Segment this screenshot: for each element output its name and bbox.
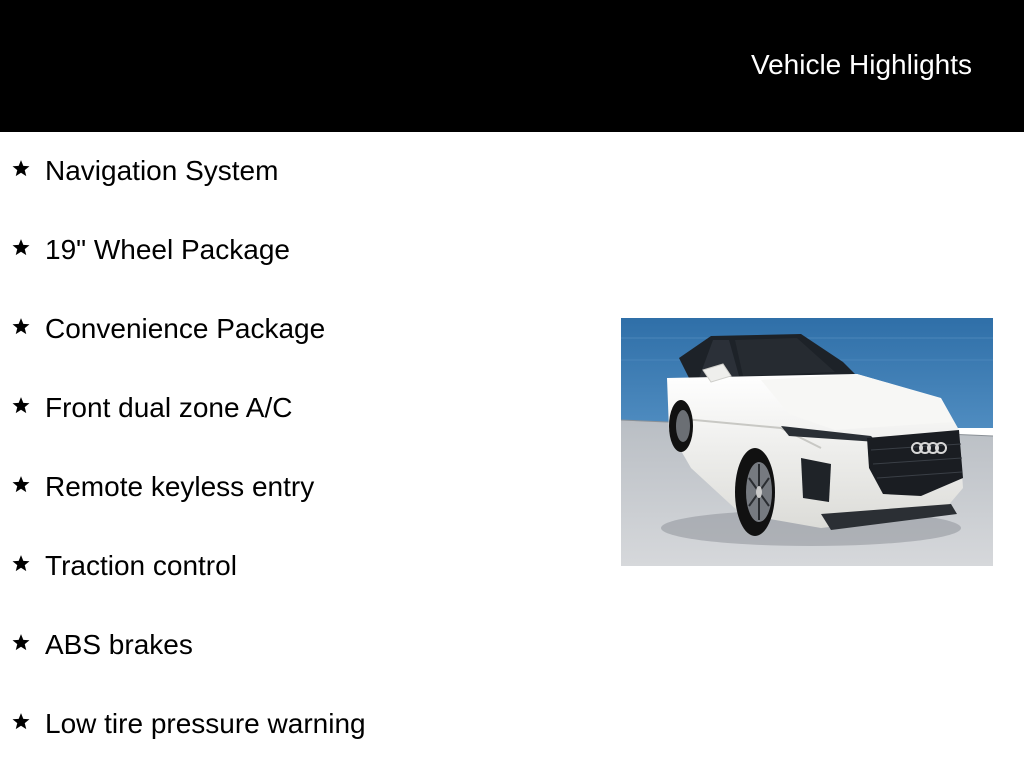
feature-label: Remote keyless entry (45, 471, 315, 502)
star-icon (12, 238, 30, 256)
star-icon (12, 159, 30, 177)
feature-item (0, 448, 600, 527)
feature-item (0, 211, 600, 290)
star-icon (12, 475, 30, 493)
feature-label: ABS brakes (45, 629, 193, 660)
feature-item (0, 290, 600, 369)
vehicle-illustration (621, 318, 993, 566)
feature-label: Convenience Package (45, 313, 326, 344)
vehicle-photo (621, 318, 993, 566)
feature-item (0, 132, 600, 211)
star-icon (12, 712, 30, 730)
feature-list (0, 132, 600, 764)
feature-label: 19" Wheel Package (45, 234, 290, 265)
feature-item (0, 606, 600, 685)
header-bar (0, 0, 1024, 132)
feature-item (0, 685, 600, 764)
star-icon (12, 317, 30, 335)
feature-item (0, 369, 600, 448)
star-icon (12, 396, 30, 414)
feature-label: Front dual zone A/C (45, 392, 293, 423)
feature-label: Low tire pressure warning (45, 708, 366, 739)
page-title: Vehicle Highlights (750, 49, 972, 80)
rear-wheel (669, 400, 693, 452)
star-icon (12, 554, 30, 572)
front-wheel (735, 448, 775, 536)
star-icon (12, 633, 30, 651)
feature-label: Traction control (45, 550, 237, 581)
feature-label: Navigation System (45, 155, 279, 186)
feature-item (0, 527, 600, 606)
